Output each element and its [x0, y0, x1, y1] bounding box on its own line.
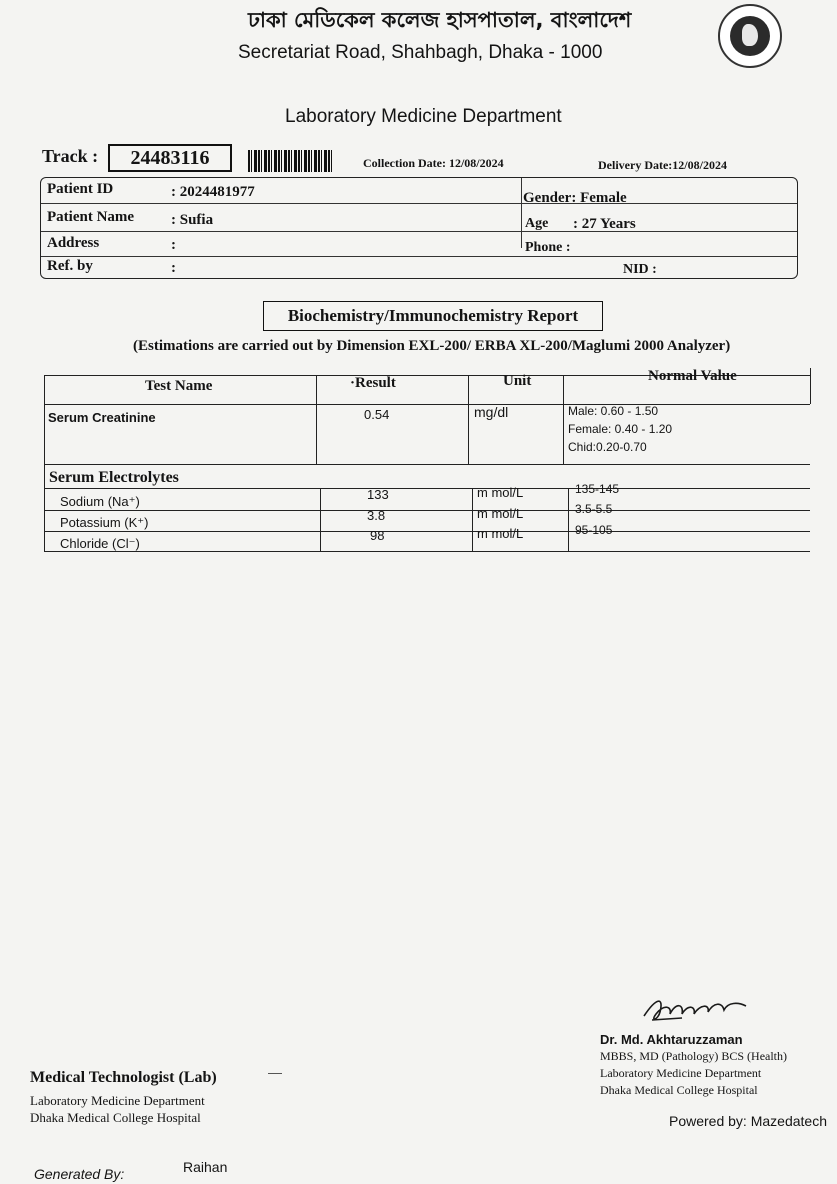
table-row-potassium-unit: m mol/L: [477, 506, 524, 521]
table-row-chloride-unit: m mol/L: [477, 526, 524, 541]
divider: [268, 1073, 282, 1074]
government-seal-icon: [718, 4, 782, 68]
report-title: Biochemistry/Immunochemistry Report: [263, 301, 603, 331]
table-row-potassium-result: 3.8: [367, 508, 386, 523]
generated-by-value: Raihan: [183, 1159, 228, 1175]
patient-id-value: : 2024481977: [171, 184, 255, 200]
technologist-department: Laboratory Medicine Department: [30, 1093, 205, 1108]
phone-label: Phone :: [525, 240, 571, 255]
technologist-title: Medical Technologist (Lab): [30, 1069, 217, 1086]
creatinine-result: 0.54: [364, 407, 390, 422]
patient-name-label: Patient Name: [47, 209, 135, 225]
doctor-degree: MBBS, MD (Pathology) BCS (Health): [600, 1049, 788, 1063]
age-value: : 27 Years: [573, 216, 636, 232]
creatinine-normal-female: Female: 0.40 - 1.20: [568, 422, 673, 436]
patient-id-label: Patient ID: [47, 181, 114, 197]
table-row-chloride-result: 98: [370, 528, 385, 543]
report-subtitle: (Estimations are carried out by Dimension EXL-200/ ERBA XL-200/Maglumi 2000 Analyzer): [133, 338, 731, 354]
ref-by-label: Ref. by: [47, 258, 93, 274]
col-header-test-name: Test Name: [145, 378, 213, 394]
doctor-hospital: Dhaka Medical College Hospital: [600, 1083, 758, 1097]
table-row-chloride-name: Chloride (Cl⁻): [60, 536, 140, 551]
patient-info-box: [40, 177, 798, 279]
col-header-result: ·Result: [350, 375, 396, 391]
hospital-address: Secretariat Road, Shahbagh, Dhaka - 1000: [238, 42, 603, 63]
technologist-hospital: Dhaka Medical College Hospital: [30, 1110, 201, 1125]
table-row-chloride-normal: 95-105: [575, 523, 613, 537]
table-row-potassium-normal: 3.5-5.5: [575, 502, 613, 516]
ref-by-value: :: [171, 260, 176, 276]
table-row-sodium-unit: m mol/L: [477, 485, 524, 500]
track-number: 24483116: [108, 144, 232, 172]
results-table: [44, 368, 810, 558]
creatinine-unit: mg/dl: [474, 404, 509, 420]
delivery-date: Delivery Date:12/08/2024: [598, 158, 727, 172]
barcode-icon: [248, 150, 332, 172]
creatinine-normal-child: Chid:0.20-0.70: [568, 440, 647, 454]
table-row-potassium-name: Potassium (K⁺): [60, 515, 149, 530]
table-row-sodium-result: 133: [367, 487, 389, 502]
address-label: Address: [47, 235, 100, 251]
creatinine-name: Serum Creatinine: [48, 410, 156, 425]
hospital-name-bangla: ঢাকা মেডিকেল কলেজ হাসপাতাল, বাংলাদেশ: [248, 8, 632, 32]
doctor-name: Dr. Md. Akhtaruzzaman: [600, 1032, 743, 1047]
electrolytes-section-title: Serum Electrolytes: [49, 469, 179, 486]
nid-label: NID :: [623, 262, 657, 277]
col-header-unit: Unit: [503, 373, 532, 389]
gender-value: Gender: Female: [523, 190, 627, 206]
patient-name-value: : Sufia: [171, 212, 214, 228]
powered-by: Powered by: Mazedatech: [669, 1113, 827, 1129]
table-row-sodium-name: Sodium (Na⁺): [60, 494, 140, 509]
doctor-department: Laboratory Medicine Department: [600, 1066, 762, 1080]
track-label: Track :: [42, 146, 99, 166]
age-label: Age: [525, 216, 549, 231]
department-title: Laboratory Medicine Department: [285, 106, 562, 127]
table-row-sodium-normal: 135-145: [575, 482, 620, 496]
address-value: :: [171, 237, 176, 253]
generated-by-label: Generated By:: [34, 1166, 125, 1182]
col-header-normal-value: Normal Value: [648, 368, 737, 384]
collection-date: Collection Date: 12/08/2024: [363, 156, 504, 170]
doctor-signature-icon: [642, 992, 752, 1028]
creatinine-normal-male: Male: 0.60 - 1.50: [568, 404, 659, 418]
